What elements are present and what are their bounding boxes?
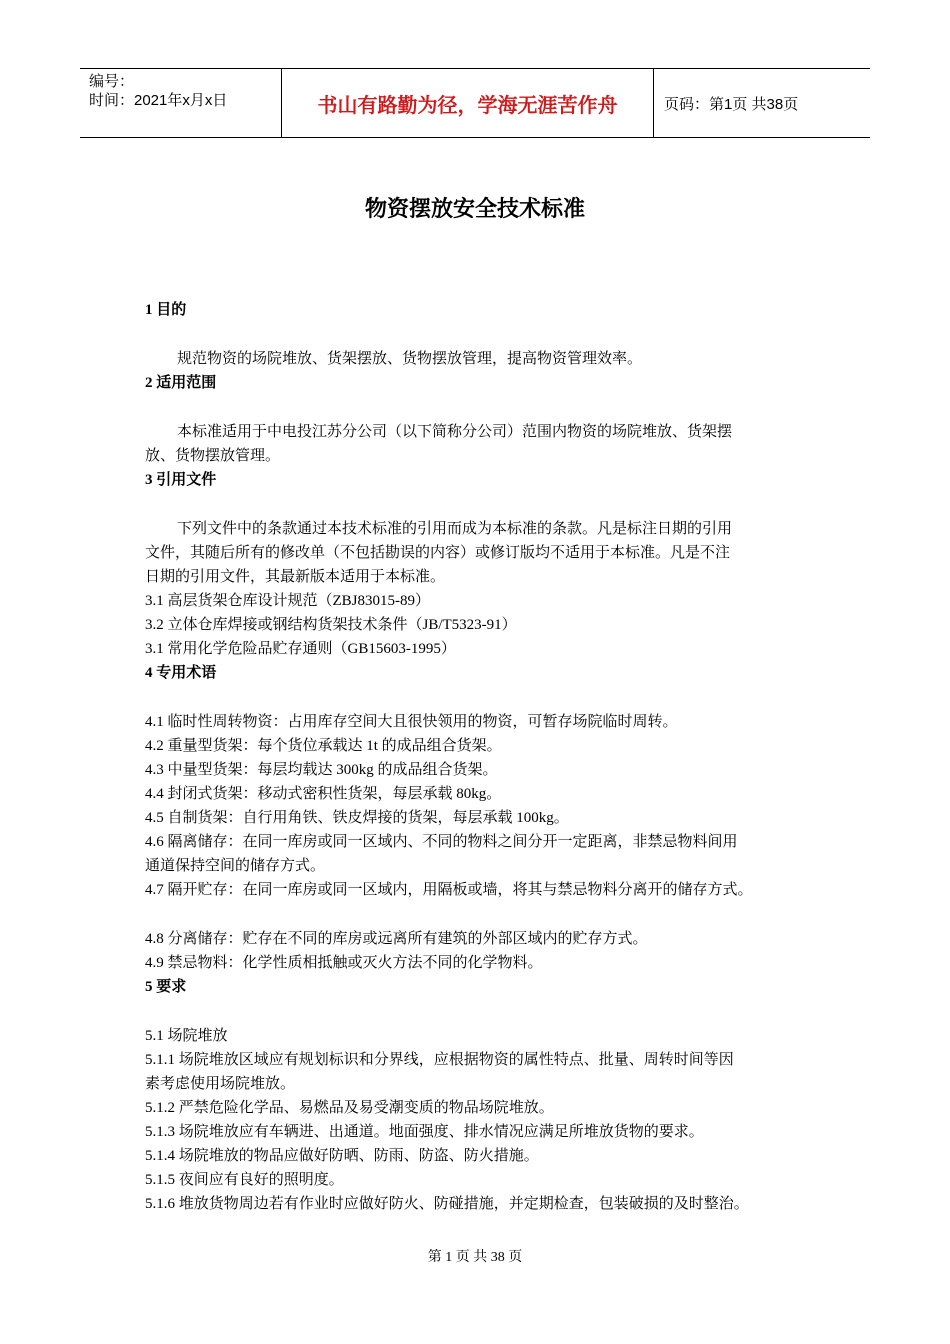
section-heading: 5 要求 (145, 979, 187, 995)
list-item: 4.2 重量型货架：每个货位承载达 1t 的成品组合货架。 (145, 738, 502, 754)
document-body (145, 298, 825, 1216)
list-item: 3.1 常用化学危险品贮存通则（GB15603-1995） (145, 641, 456, 657)
list-item: 4.5 自制货架：自行用角铁、铁皮焊接的货架，每层承载 100kg。 (145, 810, 569, 826)
list-item: 4.6 隔离储存：在同一库房或同一区域内、不同的物料之间分开一定距离，非禁忌物料间用 (145, 834, 738, 850)
time-label: 时间：2021年x月x日 (89, 92, 228, 109)
list-item: 5.1.1 场院堆放区域应有规划标识和分界线，应根据物资的属性特点、批量、周转时间等因 (145, 1052, 734, 1068)
list-item: 通道保持空间的储存方式。 (145, 858, 326, 874)
list-item: 5.1.6 堆放货物周边若有作业时应做好防火、防碰措施，并定期检查，包装破损的及时整治。 (145, 1196, 749, 1212)
list-item: 5.1 场院堆放 (145, 1028, 228, 1044)
header-motto: 书山有路勤为径，学海无涯苦作舟 (281, 69, 654, 137)
list-item: 4.7 隔开贮存：在同一库房或同一区域内，用隔板或墙，将其与禁忌物料分离开的储存方式。 (145, 882, 753, 898)
list-item: 3.1 高层货架仓库设计规范（ZBJ83015-89） (145, 593, 431, 609)
list-item: 素考虑使用场院堆放。 (145, 1076, 296, 1092)
list-item: 5.1.4 场院堆放的物品应做好防晒、防雨、防盗、防火措施。 (145, 1148, 539, 1164)
list-item: 5.1.3 场院堆放应有车辆进、出通道。地面强度、排水情况应满足所堆放货物的要求。 (145, 1124, 704, 1140)
list-item: 4.4 封闭式货架：移动式密积性货架，每层承载 80kg。 (145, 786, 502, 802)
number-label: 编号： (89, 73, 135, 90)
list-item: 5.1.2 严禁危险化学品、易燃品及易受潮变质的物品场院堆放。 (145, 1100, 554, 1116)
list-item: 3.2 立体仓库焊接或钢结构货架技术条件（JB/T5323-91） (145, 617, 517, 633)
header-meta (80, 69, 281, 137)
document-title: 物资摆放安全技术标准 (364, 197, 585, 222)
section-heading: 4 专用术语 (145, 665, 217, 681)
page-footer: 第 1 页 共 38 页 (427, 1250, 523, 1265)
section-heading: 2 适用范围 (145, 375, 217, 391)
list-item: 4.8 分离储存：贮存在不同的库房或远离所有建筑的外部区域内的贮存方式。 (145, 931, 648, 947)
header-page-info: 页码：第1页 共38页 (664, 95, 799, 113)
list-item: 4.9 禁忌物料：化学性质相抵触或灭火方法不同的化学物料。 (145, 955, 543, 971)
section-heading: 1 目的 (145, 302, 187, 318)
document-header (80, 68, 870, 138)
list-item: 4.1 临时性周转物资：占用库存空间大且很快领用的物资，可暂存场院临时周转。 (145, 714, 678, 730)
section-heading: 3 引用文件 (145, 472, 217, 488)
paragraph-line: 文件，其随后所有的修改单（不包括勘误的内容）或修订版均不适用于本标准。凡是不注 (145, 545, 731, 561)
paragraph-line: 规范物资的场院堆放、货架摆放、货物摆放管理，提高物资管理效率。 (177, 351, 643, 367)
paragraph-line: 下列文件中的条款通过本技术标准的引用而成为本标准的条款。凡是标注日期的引用 (177, 521, 733, 537)
paragraph-line: 放、货物摆放管理。 (145, 448, 281, 464)
paragraph-line: 日期的引用文件，其最新版本适用于本标准。 (145, 569, 446, 585)
list-item: 5.1.5 夜间应有良好的照明度。 (145, 1172, 344, 1188)
list-item: 4.3 中量型货架：每层均载达 300kg 的成品组合货架。 (145, 762, 498, 778)
paragraph-line: 本标准适用于中电投江苏分公司（以下简称分公司）范围内物资的场院堆放、货架摆 (177, 424, 733, 440)
